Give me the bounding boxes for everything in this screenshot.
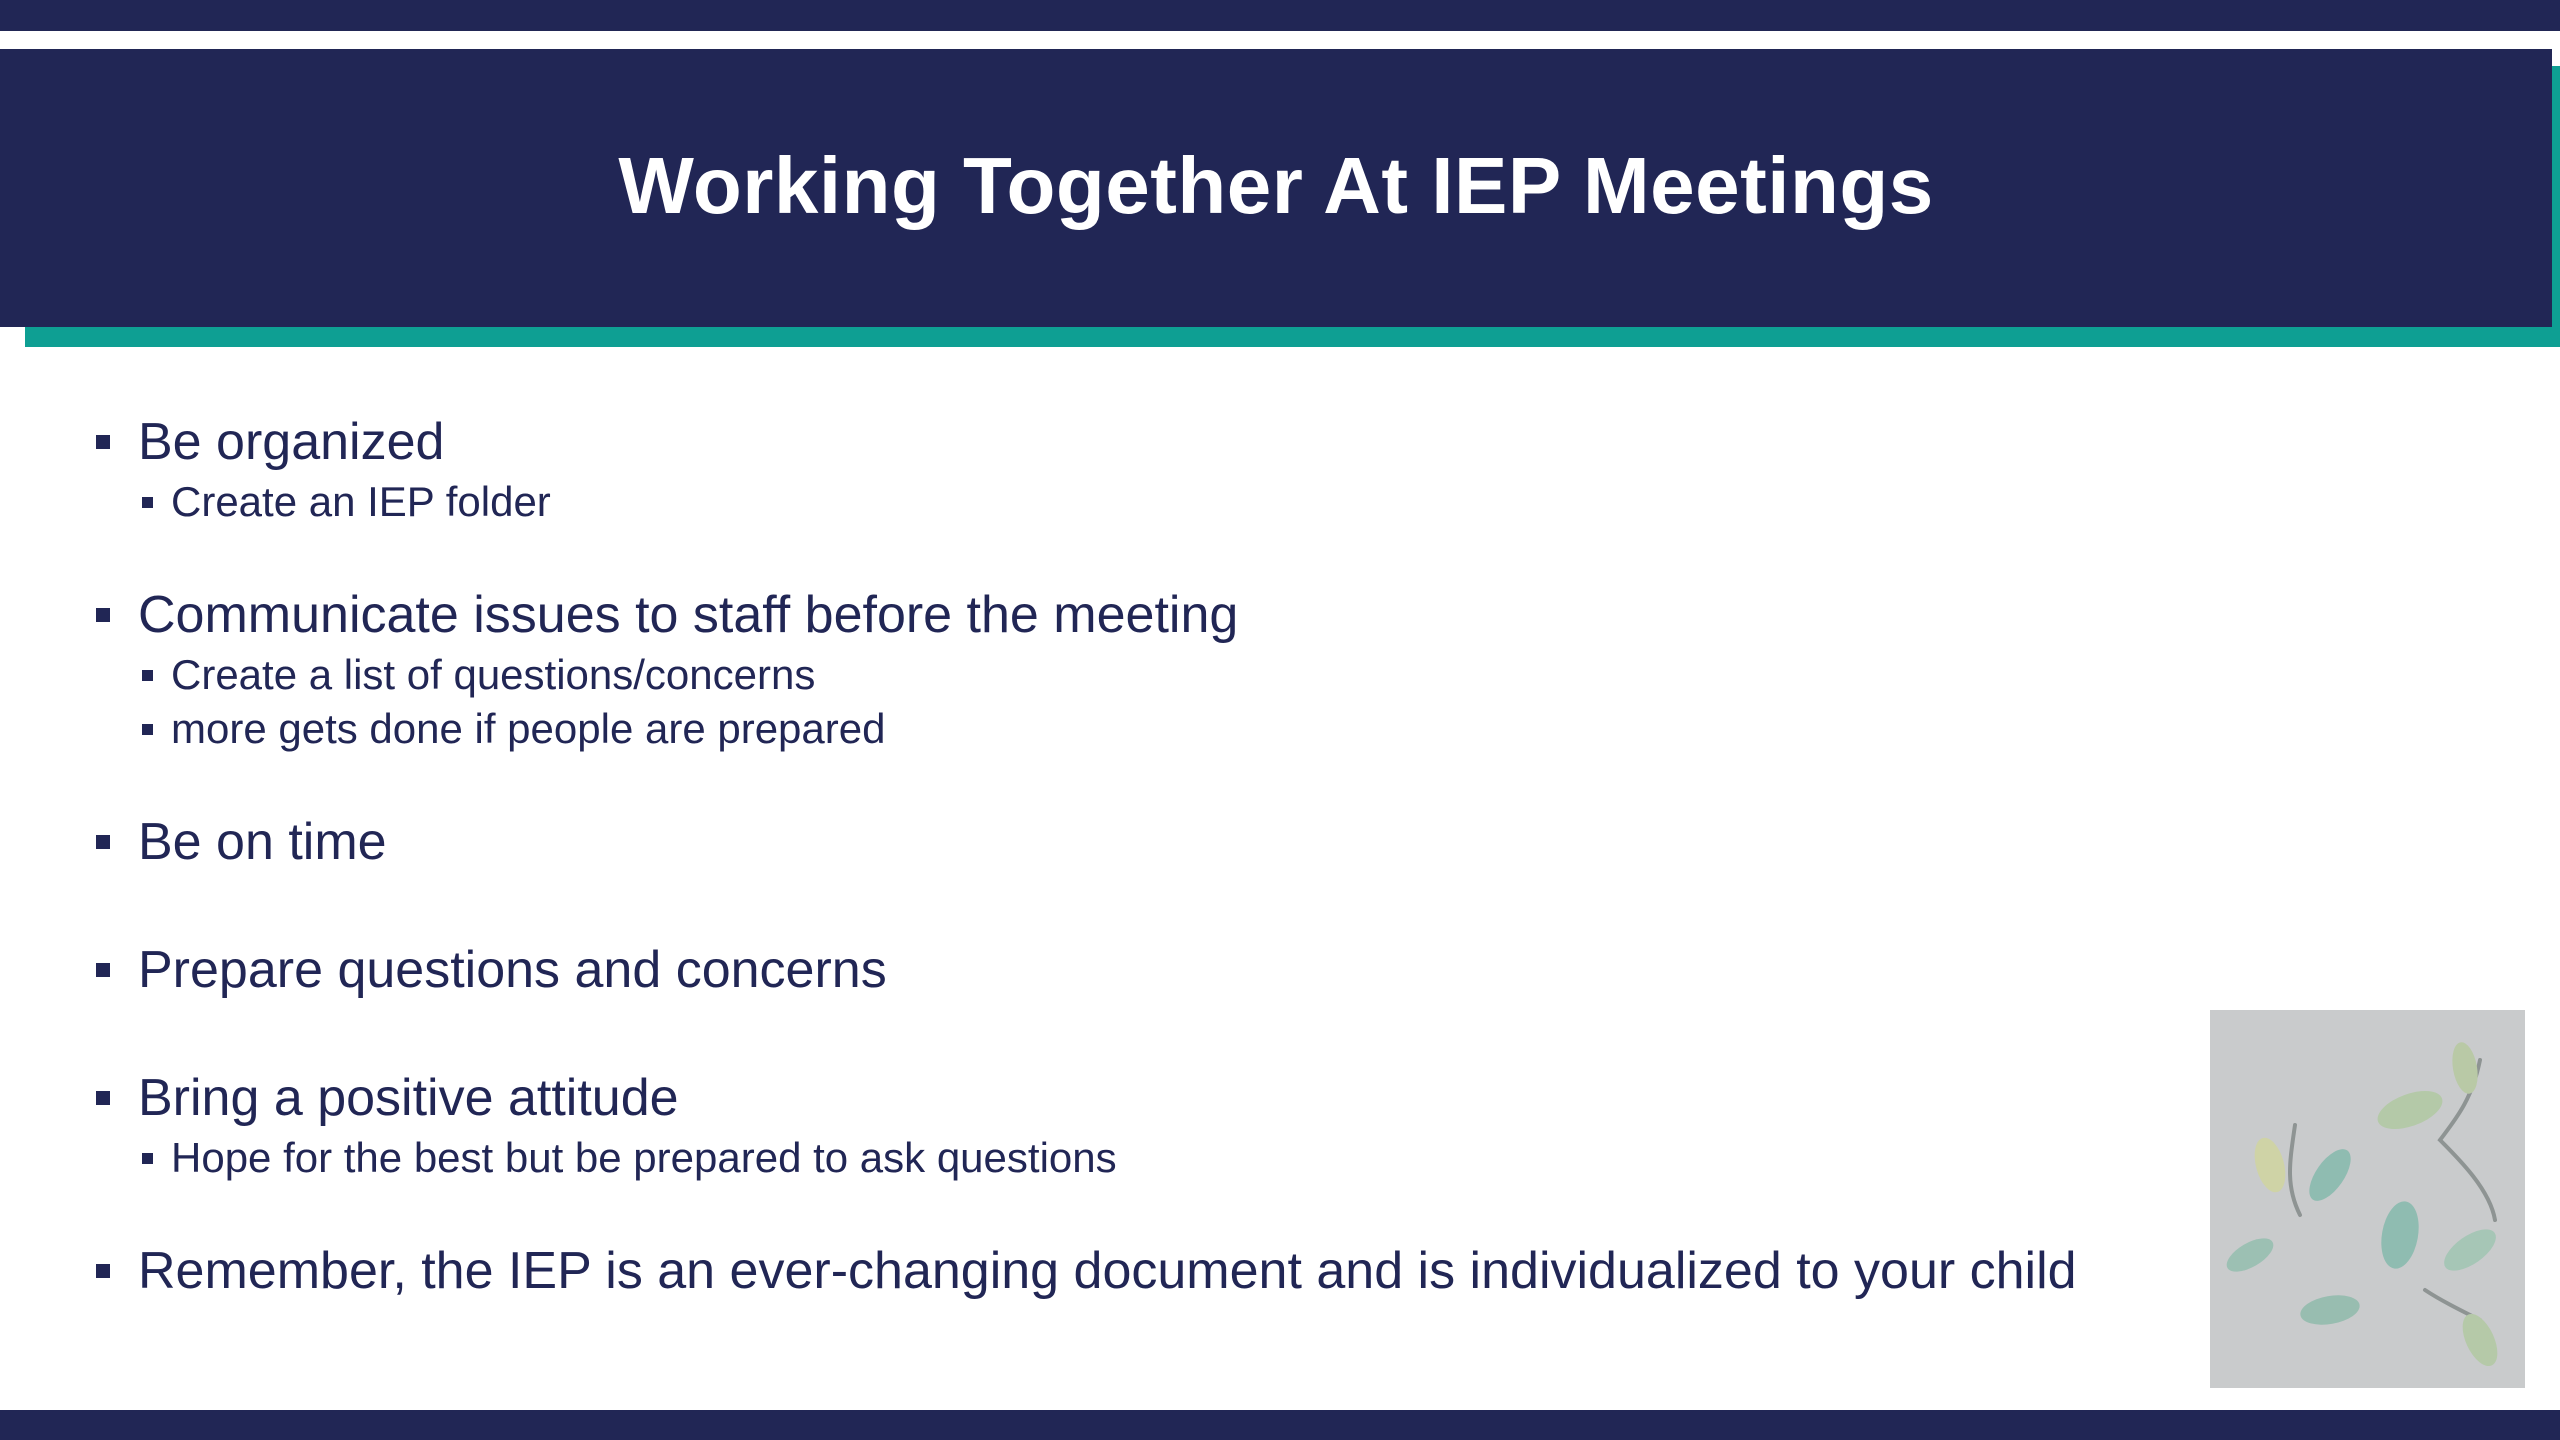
bullet-item [96,585,1238,645]
sub-bullet-item [142,477,551,527]
bullet-square-icon [96,1264,110,1278]
bullet-text: Bring a positive attitude [138,1069,679,1127]
sub-bullet-text: Create an IEP folder [171,478,551,525]
bullet-square-icon [96,835,110,849]
bottom-bar [0,1410,2560,1440]
sub-bullet-text: more gets done if people are prepared [171,705,886,752]
sub-bullet-item [142,704,885,754]
bullet-text: Prepare questions and concerns [138,941,887,999]
bullet-square-icon [96,608,110,622]
leaves-logo-icon [2210,1010,2525,1388]
sub-bullet-item [142,650,815,700]
bullet-item [96,1241,2077,1301]
bullet-item [96,812,387,872]
leaves-logo-thumbnail [2210,1010,2525,1388]
top-gap [0,31,2560,49]
sub-bullet-square-icon [142,670,153,681]
top-bar [0,0,2560,31]
bullet-text: Remember, the IEP is an ever-changing document and is individualized to your child [138,1242,2077,1300]
sub-bullet-square-icon [142,497,153,508]
slide-title: Working Together At IEP Meetings [618,141,1934,230]
bullet-item [96,412,444,472]
title-accent-edge [2552,66,2560,347]
sub-bullet-text: Create a list of questions/concerns [171,651,816,698]
bullet-square-icon [96,435,110,449]
title-accent-bar [25,327,2560,347]
bullet-text: Be on time [138,813,387,871]
bullet-square-icon [96,963,110,977]
bullet-item [96,1068,679,1128]
bullet-square-icon [96,1091,110,1105]
title-panel [0,49,2552,327]
sub-bullet-text: Hope for the best but be prepared to ask questions [171,1134,1117,1181]
sub-bullet-square-icon [142,1153,153,1164]
sub-bullet-square-icon [142,724,153,735]
bullet-text: Communicate issues to staff before the meeting [138,586,1239,644]
bullet-text: Be organized [138,413,445,471]
bullet-item [96,940,887,1000]
sub-bullet-item [142,1133,1117,1183]
